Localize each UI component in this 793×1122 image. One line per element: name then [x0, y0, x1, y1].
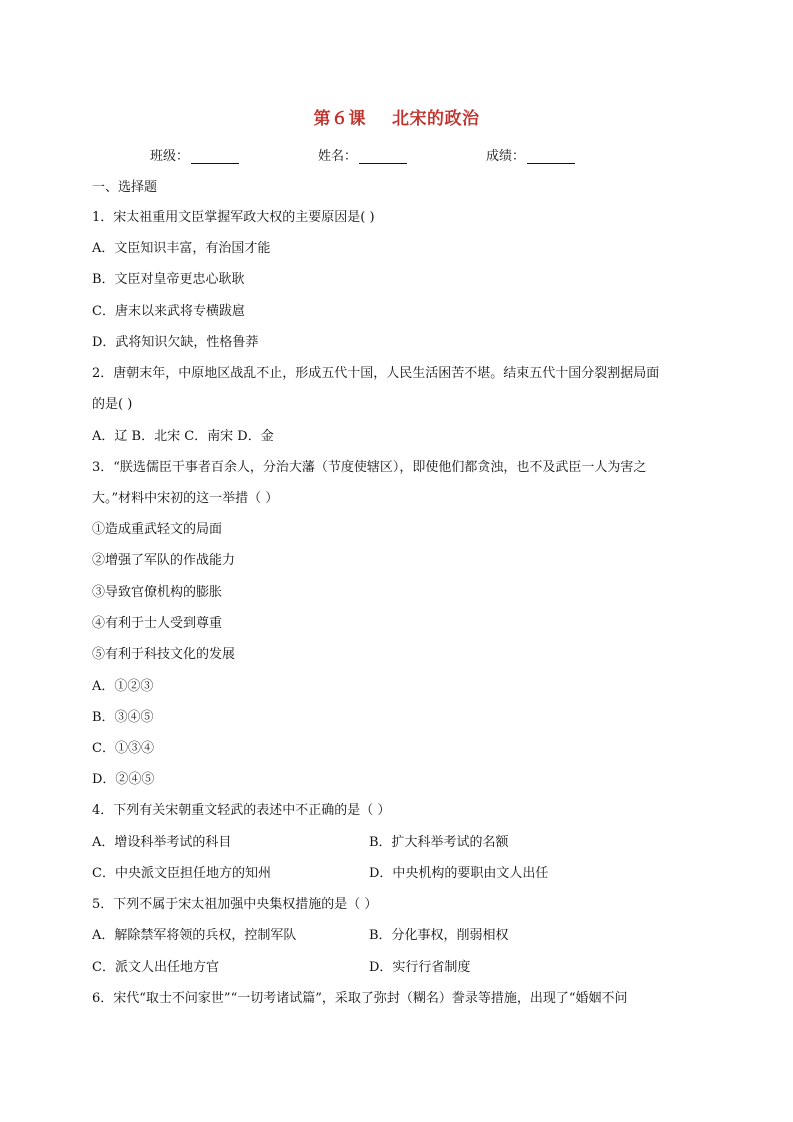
name-label: 姓名：	[318, 149, 358, 164]
q5-option-d: D．实行行省制度	[369, 960, 471, 975]
q5-stem: 5．下列不属于宋太祖加强中央集权措施的是（ ）	[92, 897, 378, 912]
q4-option-c: C．中央派文臣担任地方的知州	[92, 866, 271, 881]
q3-option-a: A．①②③	[92, 679, 154, 694]
q1-option-b: B．文臣对皇帝更忠心耿耿	[92, 272, 245, 287]
q3-statement-4: ④有利于士人受到尊重	[92, 616, 223, 631]
name-blank[interactable]	[359, 149, 407, 164]
q4-stem: 4．下列有关宋朝重文轻武的表述中不正确的是（ ）	[92, 803, 391, 818]
q2-stem-line1: 2．唐朝末年，中原地区战乱不止，形成五代十国，人民生活困苦不堪。结束五代十国分裂割据局面	[92, 366, 660, 381]
page-title	[0, 104, 793, 129]
q4-option-b: B．扩大科举考试的名额	[369, 835, 509, 850]
q3-option-c: C．①③④	[92, 741, 154, 756]
q1-option-d: D．武将知识欠缺，性格鲁莽	[92, 335, 259, 350]
q3-statement-5: ⑤有利于科技文化的发展	[92, 647, 236, 662]
score-field	[486, 145, 575, 164]
q2-stem-line2: 的是( )	[92, 397, 133, 412]
q3-statement-2: ②增强了军队的作战能力	[92, 553, 236, 568]
lesson-name: 北宋的政治	[392, 109, 480, 129]
score-blank[interactable]	[527, 149, 575, 164]
class-label: 班级：	[150, 149, 190, 164]
class-field	[150, 145, 239, 164]
q1-stem: 1．宋太祖重用文臣掌握军政大权的主要原因是( )	[92, 210, 375, 225]
q3-statement-1: ①造成重武轻文的局面	[92, 522, 223, 537]
section-heading: 一、选择题	[92, 180, 158, 195]
score-label: 成绩：	[486, 149, 526, 164]
lesson-number: 第６课	[313, 109, 366, 129]
q3-statement-3: ③导致官僚机构的膨胀	[92, 585, 223, 600]
q1-option-a: A．文臣知识丰富，有治国才能	[92, 241, 271, 256]
q3-option-b: B．③④⑤	[92, 710, 154, 725]
name-field	[318, 145, 407, 164]
q5-option-c: C．派文人出任地方官	[92, 960, 219, 975]
q1-option-c: C．唐末以来武将专横跋扈	[92, 304, 245, 319]
q3-stem-line2: 大。”材料中宋初的这一举措（ ）	[92, 491, 279, 506]
q3-option-d: D．②④⑤	[92, 772, 155, 787]
q4-option-a: A．增设科举考试的科目	[92, 835, 232, 850]
class-blank[interactable]	[191, 149, 239, 164]
q5-option-b: B．分化事权，削弱相权	[369, 928, 509, 943]
q5-option-a: A．解除禁军将领的兵权，控制军队	[92, 928, 297, 943]
q3-stem-line1: 3．“朕选儒臣干事者百余人，分治大藩（节度使辖区），即使他们都贪浊，也不及武臣一人为害之	[92, 460, 647, 475]
q2-options: A．辽 B．北宋 C．南宋 D．金	[92, 429, 274, 444]
q4-option-d: D．中央机构的要职由文人出任	[369, 866, 549, 881]
q6-stem-line1: 6．宋代“取士不问家世”“一切考诸试篇”，采取了弥封（糊名）誊录等措施，出现了“婚姻不问	[92, 991, 628, 1006]
